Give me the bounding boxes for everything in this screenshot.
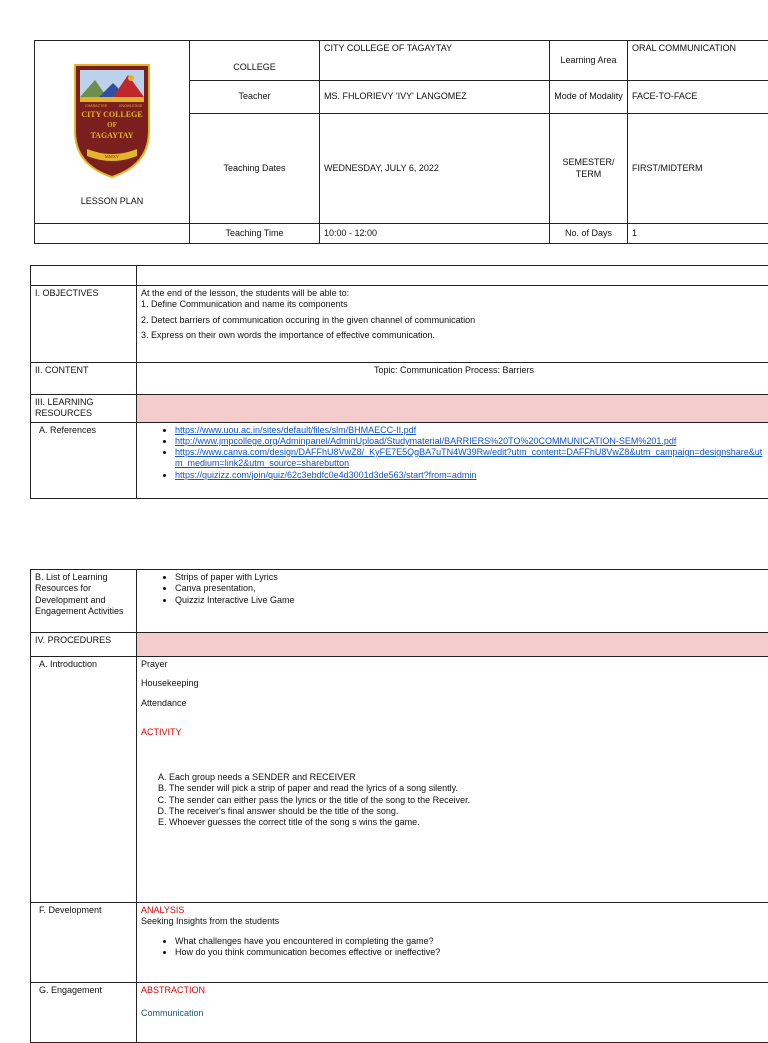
dates-label: Teaching Dates bbox=[190, 114, 320, 224]
logo-banner-text: CITY COLLEGE bbox=[81, 110, 142, 119]
learning-resources-list-cell bbox=[137, 570, 768, 633]
learning-area-value: ORAL COMMUNICATION bbox=[628, 41, 768, 81]
engagement-cell bbox=[137, 983, 768, 1043]
references-cell bbox=[137, 422, 768, 498]
days-label: No. of Days bbox=[550, 224, 628, 244]
development-label: F. Development bbox=[31, 903, 137, 983]
list-item: • Canva presentation, bbox=[175, 583, 767, 594]
learning-resources-list-label: B. List of Learning Resources for Development and Engagement Activities bbox=[31, 570, 137, 633]
list-item bbox=[175, 436, 767, 447]
resources-label: III. LEARNING RESOURCES bbox=[31, 395, 137, 423]
college-label: COLLEGE bbox=[190, 41, 320, 81]
objective-item: 3. Express on their own words the importance of effective communication. bbox=[141, 330, 767, 341]
reference-link[interactable]: https://quizizz.com/join/quiz/62c3ebdfc0e4d3001d3de563/start?from=admin bbox=[175, 470, 476, 480]
learning-area-label: Learning Area bbox=[550, 41, 628, 81]
reference-link[interactable]: http://www.jmpcollege.org/Adminpanel/AdminUpload/Studymaterial/BARRIERS%20TO%20COMMUNICATION-SEM%201.pdf bbox=[175, 436, 676, 446]
intro-line: Housekeeping bbox=[141, 678, 767, 689]
mode-value: FACE-TO-FACE bbox=[628, 81, 768, 114]
logo-name-text: TAGAYTAY bbox=[90, 131, 133, 140]
list-item: • How do you think communication becomes effective or ineffective? bbox=[175, 947, 767, 958]
objective-item: 1. Define Communication and name its components bbox=[141, 299, 767, 310]
reference-link[interactable]: https://www.canva.com/design/DAFFhU8VwZ8/_KyFE7E5QgBA7uTN4W39Rw/edit?utm_content=DAFFhU8VwZ8&utm_campaign=designshare&utm_medium=link2&utm_source=sharebutton bbox=[175, 447, 762, 468]
list-item: • What challenges have you encountered in completing the game? bbox=[175, 936, 767, 947]
teacher-value: MS. FHLORIEVY 'IVY' LANGOMEZ bbox=[320, 81, 550, 114]
reference-link[interactable]: https://www.uou.ac.in/sites/default/files/slm/BHMAECC-II.pdf bbox=[175, 425, 416, 435]
days-value: 1 bbox=[628, 224, 768, 244]
activity-steps bbox=[141, 772, 767, 828]
semester-value: FIRST/MIDTERM bbox=[628, 114, 768, 224]
logo-motto-left: CHARACTER bbox=[85, 104, 108, 108]
analysis-questions bbox=[141, 936, 767, 959]
content-value: Topic: Communication Process: Barriers bbox=[137, 363, 768, 395]
procedures-label: IV. PROCEDURES bbox=[31, 633, 137, 657]
list-item bbox=[175, 447, 767, 470]
college-value: CITY COLLEGE OF TAGAYTAY bbox=[320, 41, 550, 81]
activity-heading: ACTIVITY bbox=[141, 727, 767, 738]
procedures-table bbox=[30, 569, 768, 1043]
objectives-intro: At the end of the lesson, the students will be able to: bbox=[141, 288, 767, 299]
procedures-highlight bbox=[137, 633, 768, 657]
time-value: 10:00 - 12:00 bbox=[320, 224, 550, 244]
activity-step: C. The sender can either pass the lyrics or the title of the song to the Receiver. bbox=[169, 795, 767, 806]
introduction-label: A. Introduction bbox=[31, 657, 137, 903]
objectives-label: I. OBJECTIVES bbox=[31, 286, 137, 363]
engagement-label: G. Engagement bbox=[31, 983, 137, 1043]
activity-step: E. Whoever guesses the correct title of the song s wins the game. bbox=[169, 817, 767, 828]
objective-item: 2. Detect barriers of communication occuring in the given channel of communication bbox=[141, 315, 767, 326]
development-cell bbox=[137, 903, 768, 983]
blank-cell bbox=[35, 224, 190, 244]
references-label: A. References bbox=[31, 422, 137, 498]
abstraction-sub: Communication bbox=[141, 1008, 767, 1019]
mode-label: Mode of Modality bbox=[550, 81, 628, 114]
objectives-cell bbox=[137, 286, 768, 363]
teacher-label: Teacher bbox=[190, 81, 320, 114]
learning-resources-list bbox=[141, 572, 767, 606]
semester-label: SEMESTER/ TERM bbox=[550, 114, 628, 224]
objectives-table bbox=[30, 265, 768, 499]
logo-motto-right: KNOWLEDGE bbox=[119, 104, 143, 108]
logo-year-text: MMXV bbox=[105, 154, 120, 159]
dates-value: WEDNESDAY, JULY 6, 2022 bbox=[320, 114, 550, 224]
header-table bbox=[34, 40, 768, 244]
lesson-plan-title: LESSON PLAN bbox=[39, 196, 185, 207]
logo-cell bbox=[35, 41, 190, 224]
analysis-heading: ANALYSIS bbox=[141, 905, 767, 916]
introduction-cell bbox=[137, 657, 768, 903]
list-item bbox=[175, 425, 767, 436]
activity-step: B. The sender will pick a strip of paper and read the lyrics of a song silently. bbox=[169, 783, 767, 794]
list-item: • Strips of paper with Lyrics bbox=[175, 572, 767, 583]
intro-line: Prayer bbox=[141, 659, 767, 670]
list-item bbox=[175, 470, 767, 481]
activity-step: D. The receiver's final answer should be the title of the song. bbox=[169, 806, 767, 817]
list-item: • Quizziz Interactive Live Game bbox=[175, 595, 767, 606]
time-label: Teaching Time bbox=[190, 224, 320, 244]
logo-of-text: OF bbox=[107, 121, 117, 129]
content-label: II. CONTENT bbox=[31, 363, 137, 395]
resources-highlight bbox=[137, 395, 768, 423]
activity-step: A. Each group needs a SENDER and RECEIVER bbox=[169, 772, 767, 783]
intro-line: Attendance bbox=[141, 698, 767, 709]
references-list bbox=[141, 425, 767, 481]
analysis-intro: Seeking Insights from the students bbox=[141, 916, 767, 927]
college-logo bbox=[71, 61, 153, 179]
abstraction-heading: ABSTRACTION bbox=[141, 985, 767, 996]
